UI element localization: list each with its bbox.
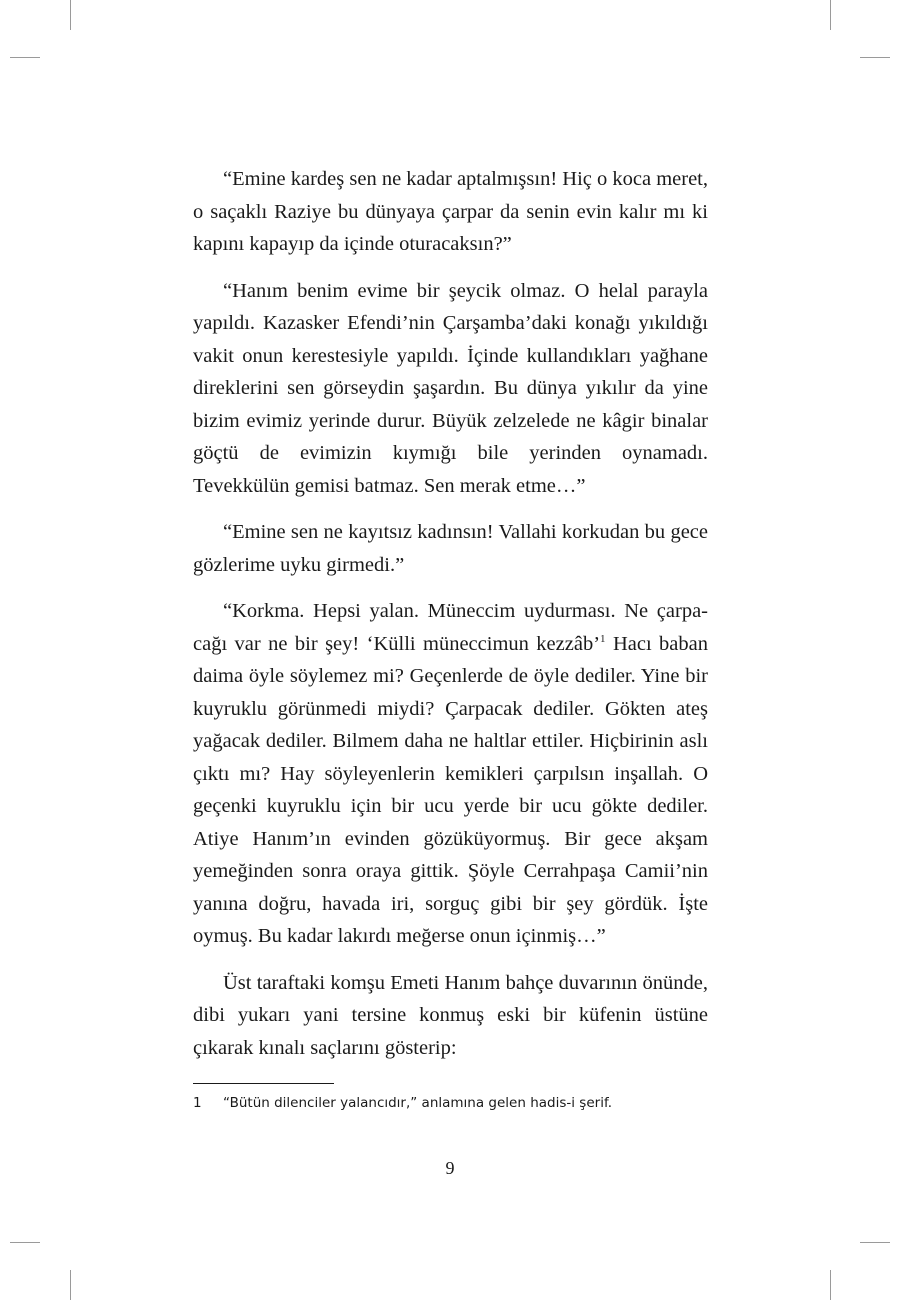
paragraph: Üst taraftaki komşu Emeti Hanım bahçe duvarının önünde, dibi yukarı yani tersine konmuş eski bir küfenin üstüne çıkarak kınalı saçlarını gösterip: <box>193 971 708 1059</box>
paragraph: “Emine sen ne kayıtsız kadınsın! Vallahi korkudan bu gece gözlerime uyku girmedi.” <box>193 521 708 576</box>
paragraph: “Emine kardeş sen ne kadar aptalmışsın! Hiç o koca meret, o saçaklı Raziye bu dünyaya çarpar da senin evin kalır mı ki kapını kapayıp da içinde oturacaksın?” <box>193 168 708 255</box>
paragraph-text: Hacı baban daima öyle söylemez mi? Geçenlerde de öyle dediler. Yine bir kuyruklu görünmedi miydi? Çarpacak dediler. Gökten ateş yağacak dediler. Bilmem daha ne haltlar ettiler. Hiçbirinin aslı çıktı mı? Hay söyleyenlerin kemikleri çarpılsın inşallah. O geçenki kuyruklu için bir ucu yerde bir ucu gökte dediler. Atiye Hanım’ın evinden gözüküyormuş. Bir gece akşam yemeğinden sonra oraya gittik. Şöyle Cerrahpaşa Camii’nin yanına doğru, havada iri, sorguç gibi bir şey gördük. İşte oymuş. Bu kadar lakırdı meğerse onun içinmiş…” <box>193 632 708 947</box>
footnote-reference[interactable]: 1 <box>600 632 606 645</box>
crop-mark <box>10 1242 40 1243</box>
crop-mark <box>830 0 831 30</box>
crop-mark <box>70 0 71 30</box>
paragraph-text: “Korkma. Hepsi yalan. Müneccim uydurması. Ne çarpacağı var ne bir şey! ‘Külli müneccimun kezzâb’ <box>193 600 708 655</box>
page-number: 9 <box>445 1158 455 1178</box>
footnote-number: 1 <box>193 1095 202 1111</box>
footnote-text: “Bütün dilenciler yalancıdır,” anlamına gelen hadis-i şerif. <box>223 1095 613 1111</box>
footnote-divider <box>193 1083 334 1084</box>
footnote <box>193 1093 708 1113</box>
paragraph <box>193 595 708 953</box>
crop-mark <box>830 1270 831 1300</box>
body-text <box>193 163 708 1078</box>
crop-mark <box>860 1242 890 1243</box>
crop-mark <box>70 1270 71 1300</box>
paragraph: “Hanım benim evime bir şeycik olmaz. O helal parayla yapıldı. Kazasker Efendi’nin Çarşamba’daki konağı yıkıldığı vakit onun kerestesiyle yapıldı. İçinde kullandıkları yağhane direklerini sen görseydin şaşardın. Bu dünya yıkılır da yine bizim evimiz yerinde durur. Büyük zelzelede ne kâgir binalar göçtü de evimizin kıymığı bile yerinden oynamadı. Tevekkülün gemisi batmaz. Sen merak etme…” <box>193 279 708 497</box>
crop-mark <box>10 57 40 58</box>
crop-mark <box>860 57 890 58</box>
